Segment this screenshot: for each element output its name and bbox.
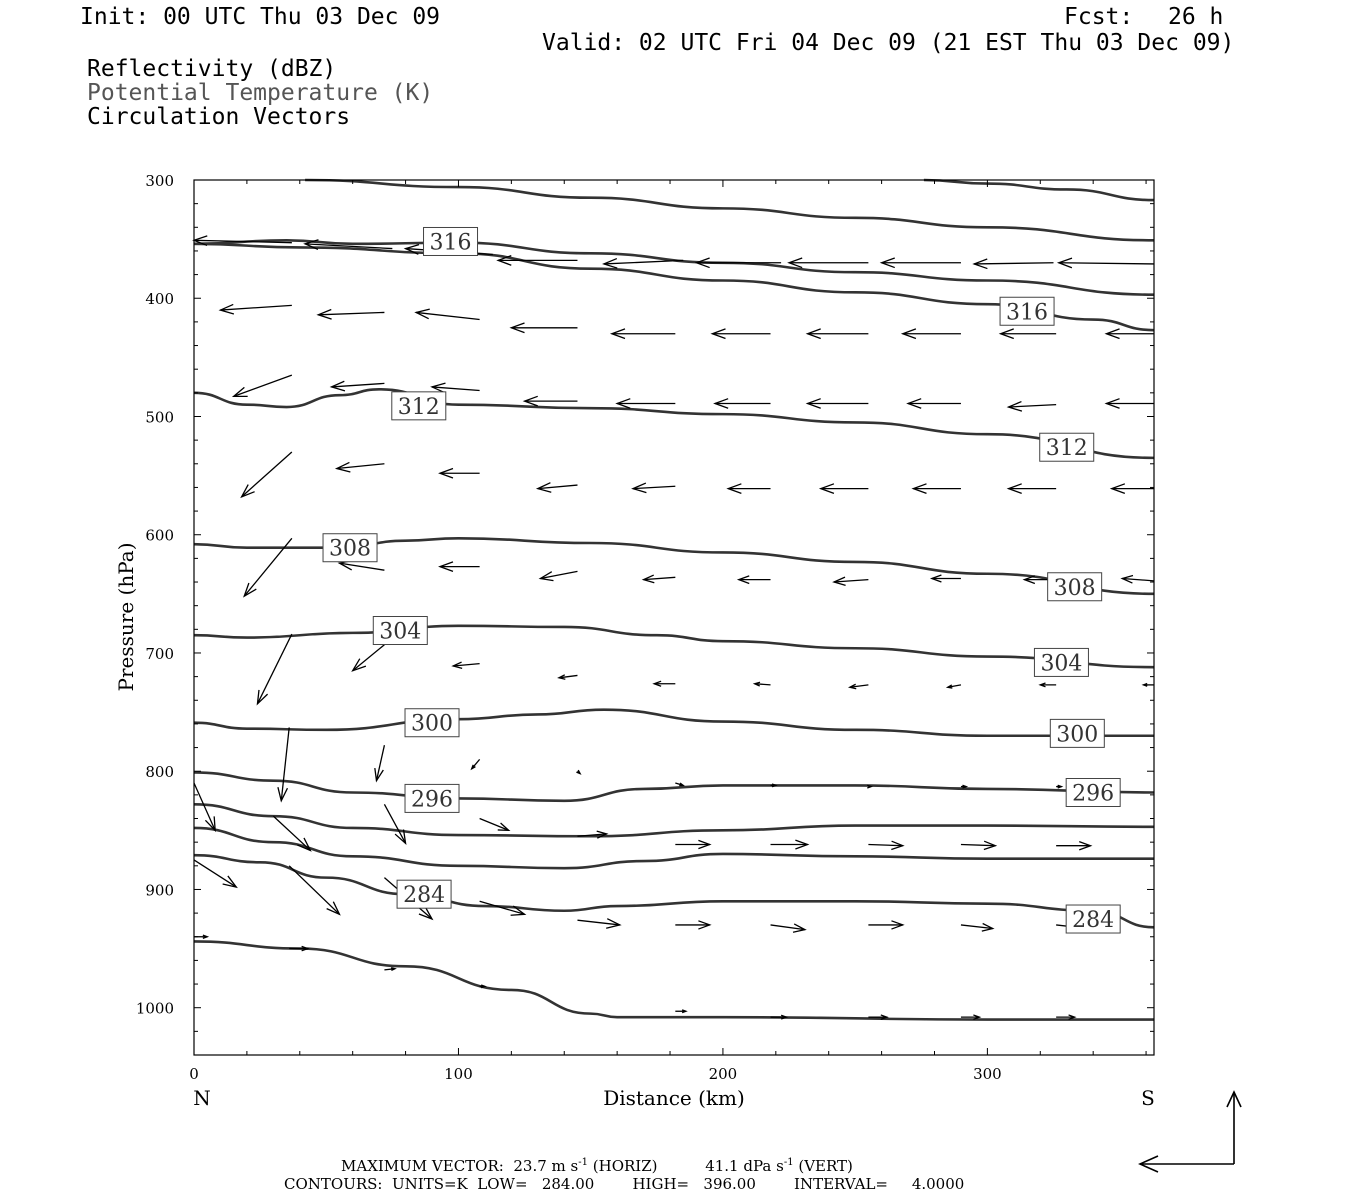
circulation-vector-59 [1143,684,1154,687]
y-tick-label: 800 [145,763,174,782]
circulation-vector-43 [540,571,577,580]
circulation-vector-27 [908,399,961,409]
contour-label-0 [424,227,478,255]
isentrope-9 [194,804,1154,836]
contour-label-3 [1040,433,1094,461]
circulation-vector-26 [808,399,869,409]
contour-label-2 [392,392,446,420]
forecast-label: Fcst: [1064,4,1134,30]
x-tick-label: 200 [708,1065,738,1083]
x-tick-label: 100 [444,1065,473,1083]
vert-value: 41.1 dPa s [705,1157,784,1175]
x-end-label-north: N [193,1086,211,1110]
y-tick-label: 400 [145,290,174,309]
x-tick-label: 0 [189,1065,199,1083]
circulation-vector-44 [644,575,676,583]
isentrope-8 [194,772,1154,800]
circulation-vector-28 [1009,402,1057,412]
init-time: Init: 00 UTC Thu 03 Dec 09 [80,4,441,30]
isentrope-11 [194,855,1154,927]
circulation-vector-57 [948,685,961,688]
circulation-vector-15 [712,329,770,339]
contour-label-9 [1050,719,1104,747]
y-tick-label: 900 [145,881,174,900]
circulation-vector-63 [576,770,580,774]
isentrope-6 [194,626,1154,667]
y-tick-label: 500 [145,408,174,427]
contour-label-8 [405,709,459,737]
circulation-vector-56 [850,684,869,688]
horiz-value: 23.7 m s [513,1157,579,1175]
circulation-vector-60 [278,727,289,800]
circulation-vector-80 [289,866,339,914]
circulation-vector-50 [257,634,291,704]
circulation-vector-64 [675,783,683,786]
circulation-vector-85 [771,924,805,932]
contour-label-text: 316 [429,230,472,256]
contour-label-text: 308 [329,536,372,562]
forecast-hour: 26 h [1168,4,1224,30]
circulation-vector-20 [234,375,292,396]
circulation-vector-58 [1040,683,1056,687]
contour-label-text: 300 [411,711,454,737]
circulation-vector-84 [675,921,709,929]
circulation-vector-70 [273,816,310,850]
contour-label-text: 296 [1072,781,1115,807]
circulation-vector-74 [675,840,709,848]
contour-label-10 [405,784,459,812]
contour-label-text: 312 [397,394,440,420]
circulation-vector-25 [715,399,771,409]
horiz-tag: (HORIZ) [592,1157,658,1175]
contour-label-5 [1048,573,1102,601]
circulation-vector-42 [440,562,480,572]
circulation-vector-68 [1056,785,1061,788]
circulation-vector-46 [834,577,868,585]
circulation-vector-24 [617,399,675,409]
circulation-vector-33 [538,483,578,493]
circulation-vector-35 [728,484,770,494]
circulation-vector-76 [868,841,902,849]
contour-label-text: 308 [1053,575,1096,601]
field-circulation-vectors: Circulation Vectors [87,104,351,130]
circulation-vector-72 [480,819,509,831]
circulation-vector-12 [416,309,479,319]
circulation-vector-6 [789,258,868,268]
circulation-vector-79 [194,860,236,887]
contour-label-text: 304 [1040,651,1083,677]
contour-label-text: 284 [1072,908,1115,934]
contour-label-text: 284 [403,883,446,909]
circulation-vector-77 [961,841,995,849]
circulation-vector-31 [337,462,385,472]
circulation-vector-11 [318,310,384,320]
circulation-vector-34 [633,483,675,493]
circulation-vector-83 [577,919,619,929]
contour-label-4 [323,534,377,562]
isentrope-12 [194,941,1154,1019]
circulation-vector-69 [194,783,215,830]
contour-label-text: 312 [1045,436,1088,462]
valid-time: Valid: 02 UTC Fri 04 Dec 09 (21 EST Thu 03 Dec 09) [542,30,1235,56]
circulation-vector-17 [903,329,961,339]
contour-label-text: 304 [379,619,422,645]
circulation-vector-36 [821,484,869,494]
circulation-vector-47 [932,575,961,582]
horiz-exponent: -1 [578,1157,588,1168]
y-tick-label: 1000 [135,999,174,1018]
contour-label-6 [373,617,427,645]
circulation-vector-45 [739,576,771,584]
contour-label-text: 300 [1056,722,1099,748]
contour-label-11 [1066,779,1120,807]
circulation-vector-8 [974,259,1053,269]
contour-label-7 [1034,648,1088,676]
circulation-vector-9 [1059,258,1154,268]
circulation-vector-51 [353,645,385,671]
circulation-vector-75 [771,840,808,849]
circulation-vector-38 [1009,484,1057,494]
circulation-vector-18 [1001,329,1057,339]
isentrope-4 [194,389,1154,458]
isentrope-7 [194,710,1154,736]
isentrope-1 [924,180,1154,200]
circulation-vector-91 [384,968,395,971]
circulation-vector-87 [961,924,993,932]
circulation-vector-7 [882,258,961,268]
circulation-vector-49 [1122,575,1154,583]
x-tick-label: 300 [973,1065,1002,1083]
circulation-vector-39 [1112,484,1154,494]
circulation-vector-61 [375,745,385,780]
x-end-label-south: S [1141,1086,1155,1110]
y-tick-label: 600 [145,526,174,545]
vert-tag: (VERT) [798,1157,853,1175]
field-reflectivity: Reflectivity (dBZ) [87,56,337,82]
circulation-vector-32 [440,468,480,478]
circulation-vector-52 [453,662,479,668]
vector-scale-arrows [1140,1092,1241,1172]
circulation-vector-29 [1106,399,1154,409]
circulation-vector-90 [289,946,308,950]
circulation-vector-62 [472,759,480,768]
contour-label-text: 316 [1006,300,1049,326]
circulation-vector-55 [755,682,771,686]
circulation-vector-13 [511,323,577,333]
y-axis-label: Pressure (hPa) [114,542,138,692]
circulation-vector-78 [1056,842,1090,850]
circulation-vector-37 [913,484,961,494]
field-potential-temperature: Potential Temperature (K) [87,80,434,106]
circulation-vector-54 [654,681,675,686]
isentrope-10 [194,828,1154,868]
circulation-vector-10 [220,304,291,314]
circulation-vector-93 [675,1010,686,1013]
circulation-vector-23 [525,396,578,406]
y-tick-label: 700 [145,644,174,663]
y-tick-label: 300 [145,172,174,190]
max-vector-line [341,1158,853,1174]
contour-label-text: 296 [411,787,454,813]
contours-info: CONTOURS: UNITS=K LOW= 284.00 HIGH= 396.00 INTERVAL= 4.0000 [284,1175,965,1193]
circulation-vector-22 [432,383,480,393]
circulation-vector-71 [384,804,405,843]
vector-layer [194,236,1154,1020]
circulation-vector-86 [868,921,902,929]
contour-label-13 [1066,905,1120,933]
circulation-vector-16 [808,329,869,339]
vert-exponent: -1 [783,1157,794,1168]
max-vector-prefix: MAXIMUM VECTOR: [341,1157,504,1175]
contour-label-1 [1000,297,1054,325]
contour-label-12 [397,880,451,908]
x-axis-label: Distance (km) [603,1086,745,1110]
circulation-vector-14 [612,329,675,339]
circulation-vector-30 [242,452,292,497]
circulation-vector-53 [559,675,578,679]
